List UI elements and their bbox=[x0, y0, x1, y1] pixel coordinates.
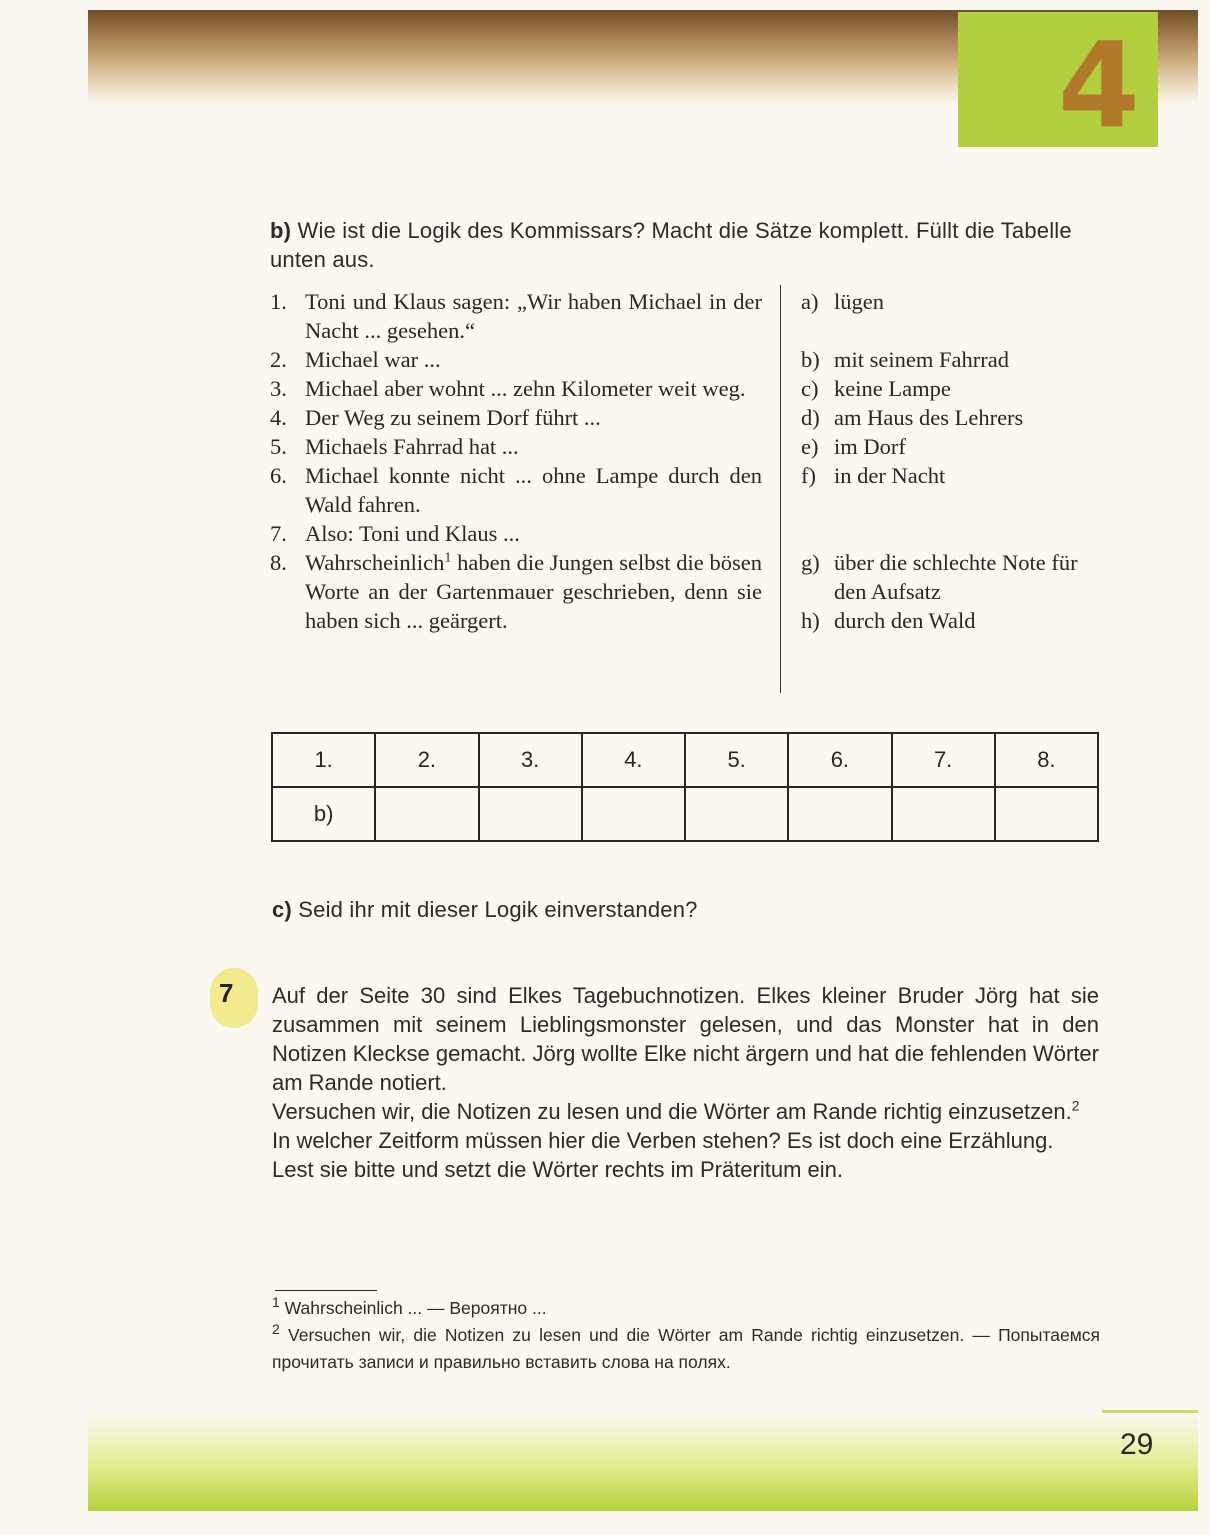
exercise-paragraph: In welcher Zeitform müssen hier die Verben stehen? Es ist doch eine Erzählung. bbox=[272, 1128, 1054, 1153]
option-text: am Haus des Lehrers bbox=[834, 405, 1024, 430]
option-text: mit seinem Fahrrad bbox=[834, 347, 1009, 372]
option-item bbox=[801, 345, 1101, 374]
sentence-number: 3. bbox=[270, 376, 287, 401]
sentence-item bbox=[270, 461, 762, 519]
exercise-paragraph-text: Versuchen wir, die Notizen zu lesen und die Wörter am Rande richtig einzusetzen. bbox=[272, 1099, 1072, 1124]
column-divider bbox=[780, 285, 781, 693]
table-cell: b) bbox=[272, 787, 375, 841]
exercise-7-text bbox=[272, 981, 1099, 1184]
option-item bbox=[801, 287, 1101, 316]
table-cell-blank bbox=[582, 787, 685, 841]
option-text: lügen bbox=[834, 289, 884, 314]
section-c-label: c) bbox=[272, 897, 292, 922]
option-item bbox=[801, 374, 1101, 403]
section-b-label: b) bbox=[270, 218, 292, 243]
footnote-text: Wahrscheinlich ... — Вероятно ... bbox=[284, 1298, 547, 1318]
footnote-mark: 2 bbox=[272, 1321, 280, 1338]
sentence-text: Michael konnte nicht ... ohne Lampe durch den Wald fahren. bbox=[305, 463, 762, 517]
sentence-number: 8. bbox=[270, 550, 287, 575]
section-c-text: Seid ihr mit dieser Logik einverstanden? bbox=[298, 897, 698, 922]
chapter-badge bbox=[958, 12, 1158, 154]
table-cell-blank bbox=[479, 787, 582, 841]
sentence-item bbox=[270, 548, 762, 635]
option-letter: a) bbox=[801, 289, 819, 314]
exercise-paragraph: Lest sie bitte und setzt die Wörter rechts im Präteritum ein. bbox=[272, 1157, 844, 1182]
footnotes bbox=[272, 1295, 1100, 1376]
sentence-text: Der Weg zu seinem Dorf führt ... bbox=[305, 405, 601, 430]
sentence-text: Also: Toni und Klaus ... bbox=[305, 521, 520, 546]
option-item bbox=[801, 432, 1101, 461]
option-letter: e) bbox=[801, 434, 819, 459]
sentence-number: 1. bbox=[270, 289, 287, 314]
option-item bbox=[801, 461, 1101, 490]
option-text: über die schlechte Note für den Aufsatz bbox=[834, 550, 1078, 604]
sentence-text: Michael war ... bbox=[305, 347, 441, 372]
sentence-number: 4. bbox=[270, 405, 287, 430]
sentence-text-start: Wahrscheinlich bbox=[305, 550, 445, 575]
footnote-mark: 1 bbox=[272, 1294, 280, 1311]
bottom-decorative-band bbox=[88, 1413, 1198, 1511]
table-header-cell: 3. bbox=[479, 733, 582, 787]
sentence-item bbox=[270, 403, 762, 432]
answer-table bbox=[271, 732, 1099, 842]
option-text: in der Nacht bbox=[834, 463, 946, 488]
sentence-item bbox=[270, 287, 762, 345]
option-letter: b) bbox=[801, 347, 820, 372]
option-item bbox=[801, 403, 1101, 432]
option-text: im Dorf bbox=[834, 434, 906, 459]
footnote bbox=[272, 1322, 1100, 1376]
option-letter: d) bbox=[801, 405, 820, 430]
table-cell-blank bbox=[375, 787, 478, 841]
table-header-row bbox=[272, 733, 1098, 787]
page-number: 29 bbox=[1120, 1428, 1154, 1461]
footnote bbox=[272, 1295, 1100, 1322]
chapter-number: 4 bbox=[1057, 16, 1140, 154]
table-header-cell: 7. bbox=[892, 733, 995, 787]
exercise-badge bbox=[210, 968, 258, 1028]
table-header-cell: 5. bbox=[685, 733, 788, 787]
sentence-text bbox=[305, 548, 762, 635]
option-item bbox=[801, 606, 1101, 635]
section-b-text: Wie ist die Logik des Kommissars? Macht die Sätze komplett. Füllt die Tabelle unten aus. bbox=[270, 218, 1072, 272]
sentence-number: 2. bbox=[270, 347, 287, 372]
table-header-cell: 8. bbox=[995, 733, 1098, 787]
section-c-question bbox=[272, 895, 1072, 924]
table-row bbox=[272, 787, 1098, 841]
option-list bbox=[801, 287, 1101, 635]
sentence-item bbox=[270, 345, 762, 374]
table-header-cell: 1. bbox=[272, 733, 375, 787]
section-b-instruction bbox=[270, 216, 1100, 274]
sentence-text: Michael aber wohnt ... zehn Kilometer weit weg. bbox=[305, 376, 746, 401]
exercise-paragraph: Auf der Seite 30 sind Elkes Tagebuchnotizen. Elkes kleiner Bruder Jörg hat sie zusammen mit seinem Lieblingsmonster gelesen, und das Monster hat in den Notizen Kleckse gemacht. Jörg wollte Elke nicht ärgern und hat die fehlenden Wörter am Rande notiert. bbox=[272, 983, 1099, 1095]
sentence-item bbox=[270, 519, 762, 548]
table-header-cell: 6. bbox=[788, 733, 891, 787]
sentence-item bbox=[270, 374, 762, 403]
exercise-paragraph bbox=[272, 1097, 1099, 1126]
table-cell-blank bbox=[892, 787, 995, 841]
exercise-number: 7 bbox=[219, 978, 234, 1008]
sentence-number: 7. bbox=[270, 521, 287, 546]
footnote-divider bbox=[275, 1290, 377, 1291]
table-cell-blank bbox=[685, 787, 788, 841]
option-item bbox=[801, 548, 1101, 606]
sentence-list bbox=[270, 287, 762, 635]
sentence-number: 6. bbox=[270, 463, 287, 488]
option-text: keine Lampe bbox=[834, 376, 951, 401]
option-letter: g) bbox=[801, 550, 820, 575]
table-header-cell: 2. bbox=[375, 733, 478, 787]
option-letter: h) bbox=[801, 608, 820, 633]
sentence-text: Toni und Klaus sagen: „Wir haben Michael in der Nacht ... gesehen.“ bbox=[305, 289, 762, 343]
table-header-cell: 4. bbox=[582, 733, 685, 787]
table-cell-blank bbox=[995, 787, 1098, 841]
option-letter: c) bbox=[801, 376, 819, 401]
sentence-text: Michaels Fahrrad hat ... bbox=[305, 434, 519, 459]
sentence-number: 5. bbox=[270, 434, 287, 459]
option-letter: f) bbox=[801, 463, 816, 488]
sentence-item bbox=[270, 432, 762, 461]
option-text: durch den Wald bbox=[834, 608, 976, 633]
footnote-ref-1: 1 bbox=[444, 550, 452, 566]
footnote-ref-2: 2 bbox=[1071, 1097, 1080, 1114]
footnote-text: Versuchen wir, die Notizen zu lesen und die Wörter am Rande richtig einzusetzen. — Попытаемся прочитать записи и правильно вставить слова на полях. bbox=[272, 1325, 1100, 1372]
table-cell-blank bbox=[788, 787, 891, 841]
sentence-text-end: haben die Jungen selbst die bösen Worte an der Gartenmauer geschrieben, denn sie haben sich ... geärgert. bbox=[305, 550, 762, 633]
